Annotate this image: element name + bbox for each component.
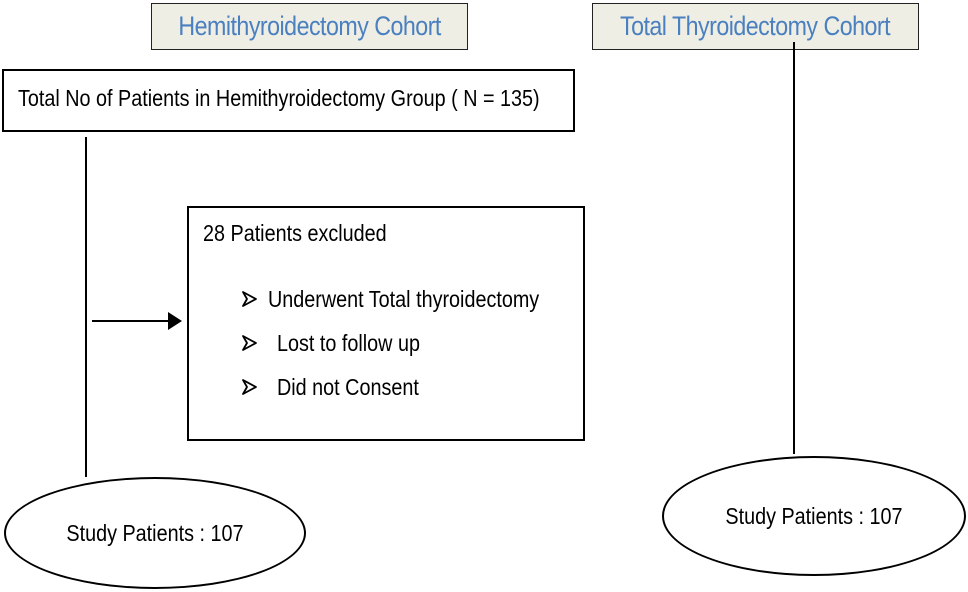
total-patients-text: Total No of Patients in Hemithyroidectomy Group ( N = 135)	[18, 85, 540, 111]
exclusion-reason-text: Underwent Total thyroidectomy	[267, 285, 539, 312]
total-thyroidectomy-cohort-title-text: Total Thyroidectomy Cohort	[620, 11, 891, 41]
hemithyroidectomy-cohort-title	[151, 3, 468, 50]
list-item	[241, 365, 583, 409]
exclusion-reasons-list	[241, 277, 583, 409]
arrowhead-bullet-icon	[241, 334, 277, 352]
hemi-cohort-connector-line	[85, 137, 87, 477]
total-study-patients-text: Study Patients : 107	[725, 502, 903, 529]
hemithyroidectomy-cohort-title-text: Hemithyroidectomy Cohort	[178, 11, 441, 41]
exclusion-arrow-shaft	[92, 320, 172, 322]
total-patients-box	[2, 69, 575, 132]
hemi-study-patients-text: Study Patients : 107	[66, 519, 244, 546]
arrowhead-bullet-icon	[241, 290, 268, 308]
exclusion-reason-text: Did not Consent	[277, 373, 419, 400]
excluded-patients-box	[187, 206, 585, 441]
total-study-patients-ellipse	[662, 456, 966, 576]
total-cohort-connector-line	[793, 42, 795, 454]
list-item	[241, 277, 583, 321]
excluded-title-row	[203, 220, 583, 247]
arrowhead-bullet-icon	[241, 378, 277, 396]
total-thyroidectomy-cohort-title	[592, 3, 919, 50]
arrow-right-icon	[168, 312, 184, 330]
list-item	[241, 321, 583, 365]
excluded-title: 28 Patients excluded	[203, 220, 387, 246]
hemi-study-patients-ellipse	[4, 477, 306, 589]
exclusion-reason-text: Lost to follow up	[277, 329, 420, 356]
